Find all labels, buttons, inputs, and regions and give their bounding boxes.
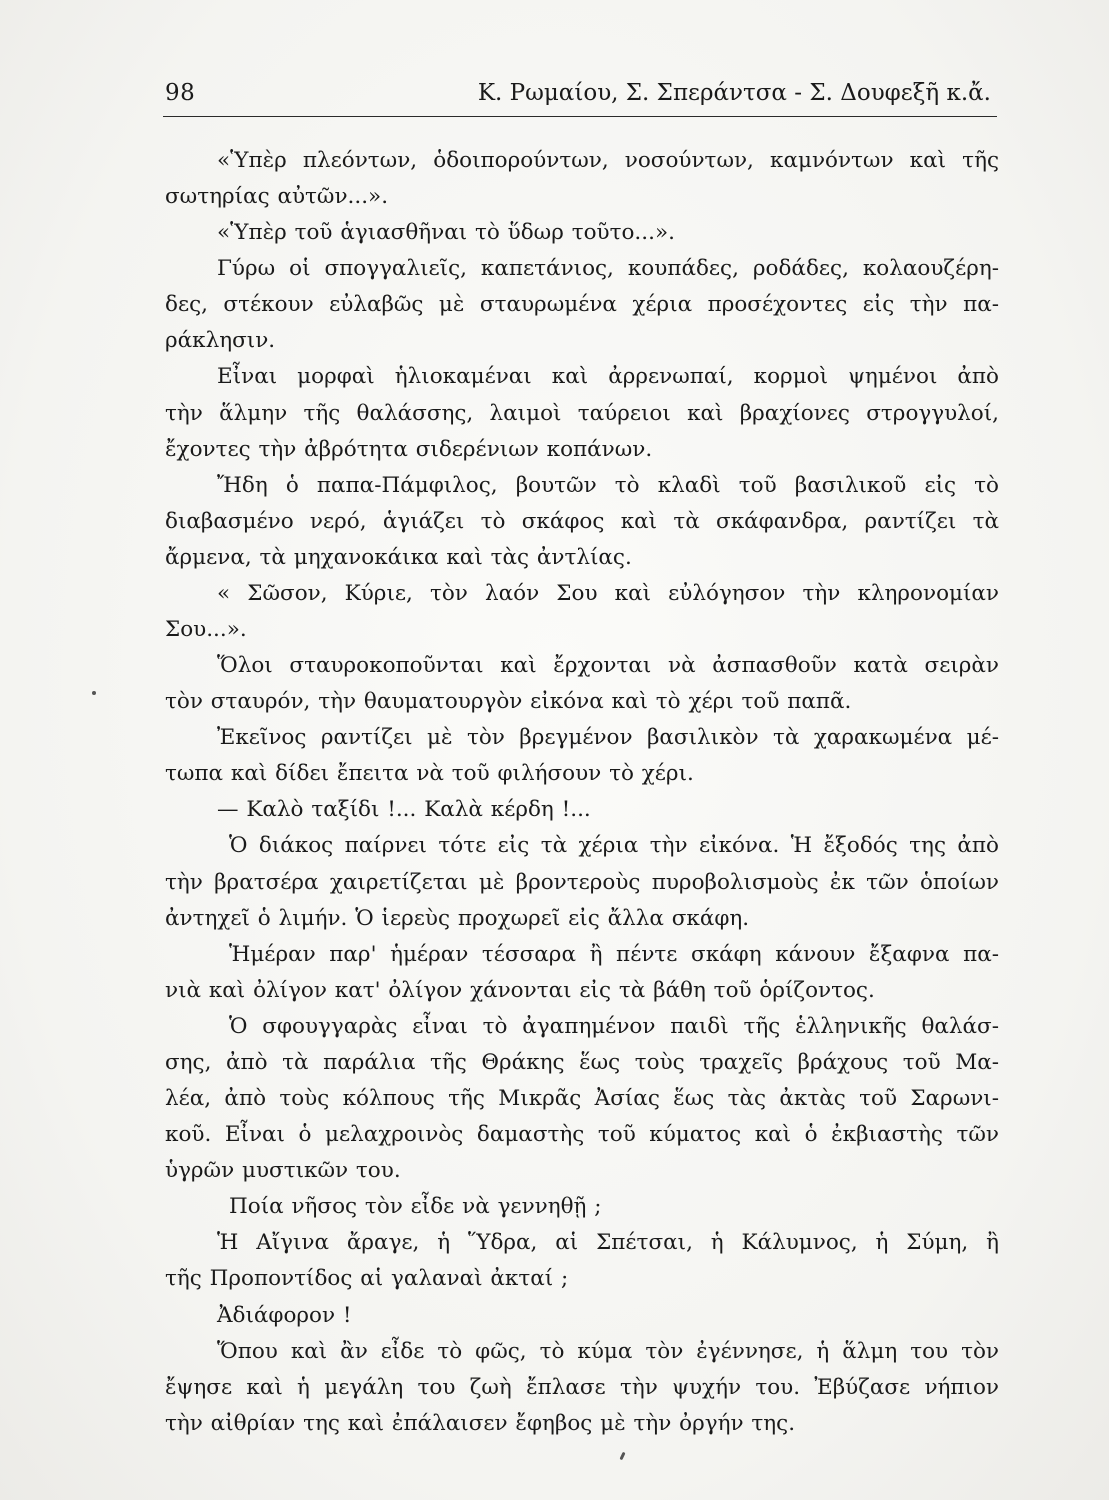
text-line: ἄρμενα, τὰ μηχανοκάικα καὶ τὰς ἀντλίας. (165, 544, 632, 570)
text-line: «Ὑπὲρ τοῦ ἁγιασθῆναι τὸ ὕδωρ τοῦτο...». (217, 220, 675, 246)
text-line: ὑγρῶν μυστικῶν του. (165, 1158, 401, 1184)
text-line: σης, ἀπὸ τὰ παράλια τῆς Θράκης ἕως τοὺς τραχεῖς βράχους τοῦ Μα- (165, 1049, 999, 1075)
text-line: — Καλὸ ταξίδι !... Καλὰ κέρδη !... (217, 797, 591, 823)
text-line: ἔχοντες τὴν ἀβρότητα σιδερένιων κοπάνων. (165, 436, 653, 462)
text-line: ἀντηχεῖ ὁ λιμήν. Ὁ ἱερεὺς προχωρεῖ εἰς ἄλλα σκάφη. (165, 905, 750, 931)
body-text (165, 143, 999, 1442)
text-line: τὴν βρατσέρα χαιρετίζεται μὲ βροντεροὺς πυροβολισμοὺς ἐκ τῶν ὁποίων (165, 869, 999, 895)
text-line: Ἤδη ὁ παπα-Πάμφιλος, βουτῶν τὸ κλαδὶ τοῦ βασιλικοῦ εἰς τὸ (217, 472, 999, 498)
text-line: κοῦ. Εἶναι ὁ μελαχροινὸς δαμαστὴς τοῦ κύματος καὶ ὁ ἐκβιαστὴς τῶν (165, 1122, 999, 1148)
scan-speck (92, 691, 96, 695)
text-line: Σου...». (165, 617, 247, 643)
text-line: Γύρω οἱ σπογγαλιεῖς, καπετάνιος, κουπάδες, ροδάδες, κολαουζέρη- (217, 256, 999, 282)
text-line: ράκλησιν. (165, 328, 276, 354)
running-head: Κ. Ρωμαίου, Σ. Σπεράντσα - Σ. Δουφεξῆ κ.ἄ. (477, 80, 991, 106)
page-header (163, 72, 997, 117)
text-line: Ποία νῆσος τὸν εἶδε νὰ γεννηθῇ ; (229, 1194, 602, 1220)
text-line: τὸν σταυρόν, τὴν θαυματουργὸν εἰκόνα καὶ τὸ χέρι τοῦ παπᾶ. (165, 689, 852, 715)
text-line: Ἀδιάφορον ! (217, 1302, 352, 1328)
text-line: σωτηρίας αὐτῶν...». (165, 184, 389, 210)
text-line: τὴν αἰθρίαν της καὶ ἐπάλαισεν ἔφηβος μὲ τὴν ὀργήν της. (165, 1410, 796, 1436)
text-line: νιὰ καὶ ὀλίγον κατ' ὀλίγον χάνονται εἰς τὰ βάθη τοῦ ὁρίζοντος. (165, 977, 875, 1003)
text-line: διαβασμένο νερό, ἁγιάζει τὸ σκάφος καὶ τὰ σκάφανδρα, ραντίζει τὰ (165, 508, 999, 534)
text-line: «Ὑπὲρ πλεόντων, ὁδοιπορούντων, νοσούντων, καμνόντων καὶ τῆς (217, 148, 999, 173)
text-line: δες, στέκουν εὐλαβῶς μὲ σταυρωμένα χέρια προσέχοντες εἰς τὴν πα- (165, 292, 999, 318)
scan-speck (619, 1452, 625, 1461)
text-line: Ὁ διάκος παίρνει τότε εἰς τὰ χέρια τὴν εἰκόνα. Ἡ ἔξοδός της ἀπὸ (229, 833, 999, 859)
text-line: Εἶναι μορφαὶ ἡλιοκαμέναι καὶ ἀρρενωπαί, κορμοὶ ψημένοι ἀπὸ (217, 364, 999, 390)
text-line: τωπα καὶ δίδει ἔπειτα νὰ τοῦ φιλήσουν τὸ χέρι. (165, 761, 694, 787)
text-line: ἔψησε καὶ ἡ μεγάλη του ζωὴ ἔπλασε τὴν ψυχήν του. Ἐβύζασε νήπιον (165, 1374, 999, 1400)
text-line: Ὅπου καὶ ἂν εἶδε τὸ φῶς, τὸ κύμα τὸν ἐγέννησε, ἡ ἅλμη του τὸν (217, 1338, 999, 1364)
text-line: Ἐκεῖνος ραντίζει μὲ τὸν βρεγμένον βασιλικὸν τὰ χαρακωμένα μέ- (217, 725, 999, 751)
page-number: 98 (165, 80, 196, 106)
text-line: Ὅλοι σταυροκοποῦνται καὶ ἔρχονται νὰ ἀσπασθοῦν κατὰ σειρὰν (217, 653, 999, 679)
text-line: λέα, ἀπὸ τοὺς κόλπους τῆς Μικρᾶς Ἀσίας ἕως τὰς ἀκτὰς τοῦ Σαρωνι- (165, 1086, 999, 1112)
text-line: τῆς Προποντίδος αἱ γαλαναὶ ἀκταί ; (165, 1266, 569, 1292)
text-line: « Σῶσον, Κύριε, τὸν λαόν Σου καὶ εὐλόγησον τὴν κληρονομίαν (217, 580, 999, 606)
text-line: Ὁ σφουγγαρὰς εἶναι τὸ ἀγαπημένον παιδὶ τῆς ἑλληνικῆς θαλάσ- (229, 1013, 999, 1039)
text-line: Ἡ Αἴγινα ἄραγε, ἡ Ὕδρα, αἱ Σπέτσαι, ἡ Κάλυμνος, ἡ Σύμη, ἢ (217, 1230, 999, 1256)
text-line: τὴν ἅλμην τῆς θαλάσσης, λαιμοὶ ταύρειοι καὶ βραχίονες στρογγυλοί, (165, 400, 999, 426)
text-line: Ἡμέραν παρ' ἡμέραν τέσσαρα ἢ πέντε σκάφη κάνουν ἔξαφνα πα- (229, 941, 999, 967)
